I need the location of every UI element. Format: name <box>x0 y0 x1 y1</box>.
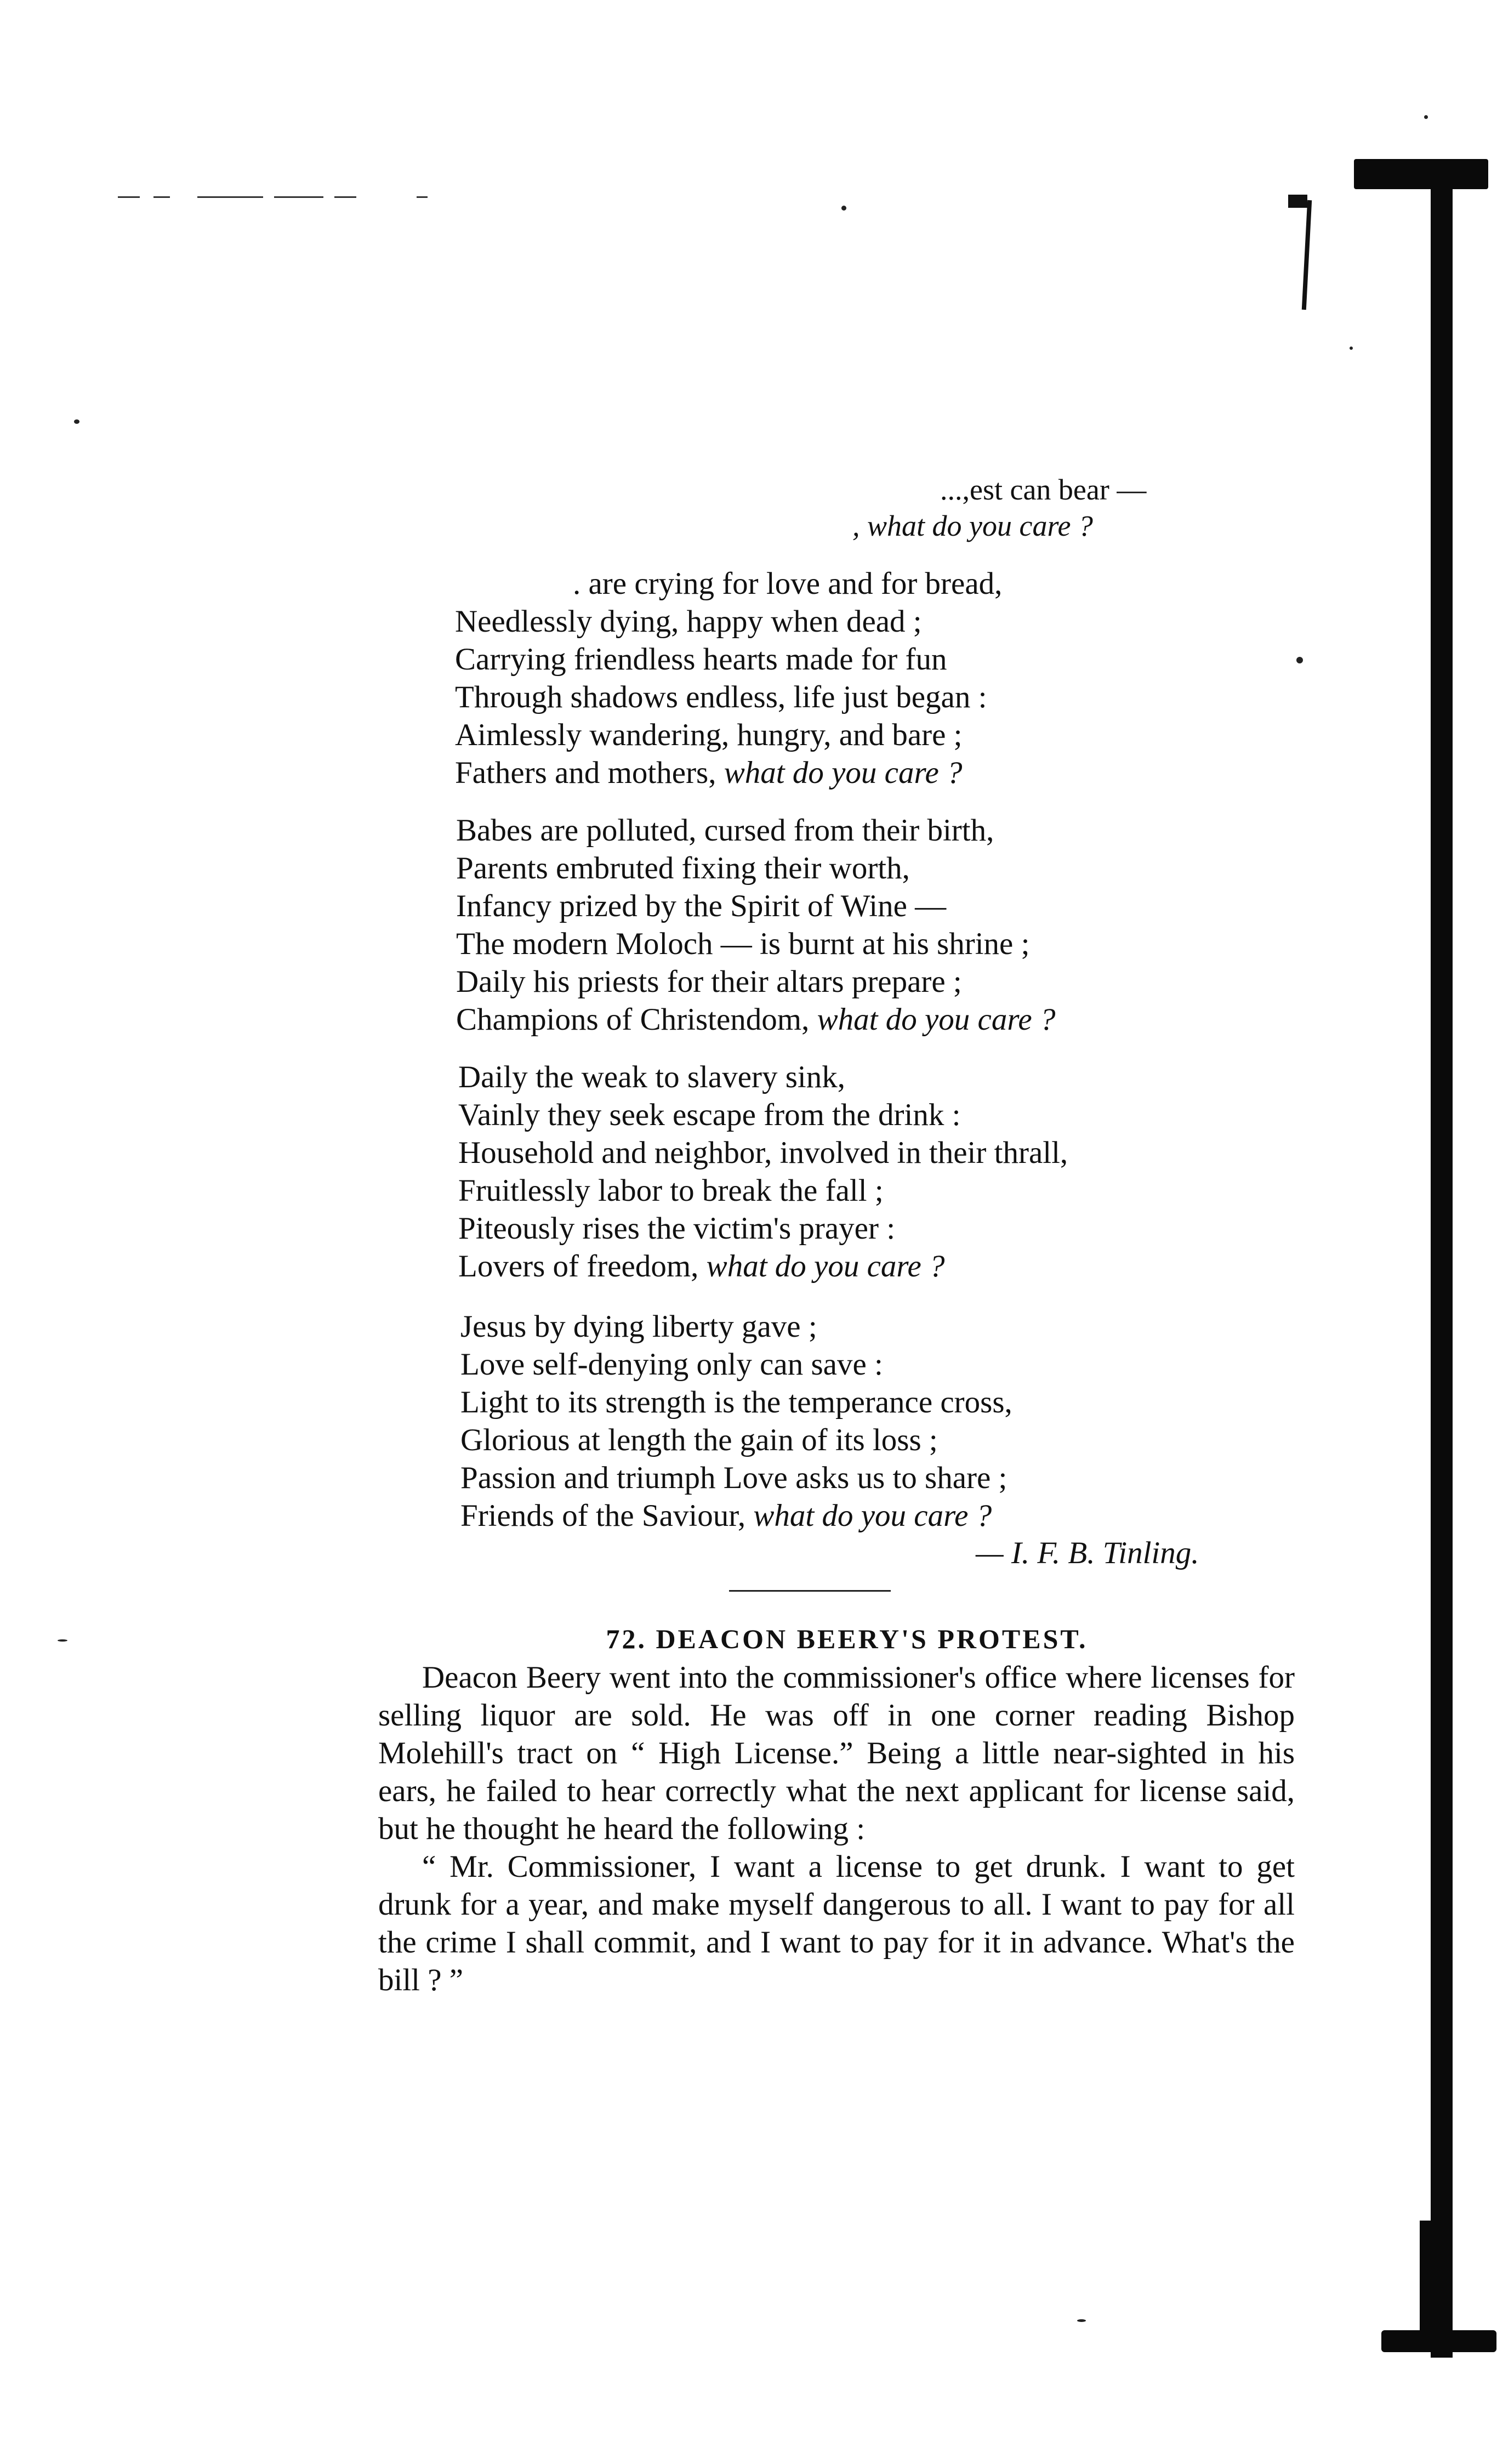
scan-speck <box>1296 657 1303 663</box>
fragment-line: , what do you care ? <box>852 509 1093 542</box>
poem-line: Fruitlessly labor to break the fall ; <box>458 1173 884 1208</box>
poem-line: Lovers of freedom, what do you care ? <box>458 1249 945 1284</box>
poem-line: Daily the weak to slavery sink, <box>458 1060 845 1094</box>
poem-line: Vainly they seek escape from the drink : <box>458 1098 961 1132</box>
fragment-line: ...,est can bear — <box>940 473 1147 506</box>
poem-fragment <box>852 472 1146 544</box>
poem-stanza-1 <box>455 565 1002 792</box>
poem-line: Piteously rises the victim's prayer : <box>458 1211 896 1246</box>
scan-artifact-dash <box>118 196 140 198</box>
poem-line: Infancy prized by the Spirit of Wine — <box>456 889 947 923</box>
margin-bar-foot <box>1420 2221 1450 2341</box>
poem-line: . are crying for love and for bread, <box>573 566 1003 601</box>
section-heading: 72. DEACON BEERY'S PROTEST. <box>606 1623 1088 1654</box>
scan-speck <box>74 419 79 424</box>
poem-stanza-2 <box>456 811 1055 1038</box>
poem-stanza-4 <box>460 1308 1012 1535</box>
scan-artifact-mark <box>1288 195 1307 208</box>
poem-line: Light to its strength is the temperance cross, <box>460 1385 1012 1420</box>
section-divider <box>729 1590 891 1592</box>
poem-line: Jesus by dying liberty gave ; <box>460 1309 817 1344</box>
section-body <box>378 1659 1295 1999</box>
scan-artifact-dash <box>153 196 170 198</box>
poem-line: Through shadows endless, life just began : <box>455 680 987 714</box>
poem-stanza-3 <box>458 1058 1068 1285</box>
scan-artifact-dash <box>417 196 428 198</box>
poem-line: Household and neighbor, involved in their thrall, <box>458 1136 1068 1170</box>
poem-line: Parents embruted fixing their worth, <box>456 851 910 885</box>
poem-line: Carrying friendless hearts made for fun <box>455 642 947 677</box>
scan-artifact-dash <box>334 196 356 198</box>
poem-line: Passion and triumph Love asks us to share ; <box>460 1461 1008 1495</box>
scan-artifact-dash <box>274 196 323 198</box>
scan-speck <box>1077 2319 1086 2322</box>
margin-bar-top <box>1354 159 1488 189</box>
poem-line: Aimlessly wandering, hungry, and bare ; <box>455 718 963 752</box>
scan-speck <box>841 206 846 211</box>
poem-line: Love self-denying only can save : <box>460 1347 883 1382</box>
poem-line: Fathers and mothers, what do you care ? <box>455 756 963 790</box>
poem-line: Needlessly dying, happy when dead ; <box>455 604 922 639</box>
poem-line: Daily his priests for their altars prepare ; <box>456 964 962 999</box>
poem-line: Glorious at length the gain of its loss ; <box>460 1423 938 1457</box>
body-paragraph: “ Mr. Commissioner, I want a license to get drunk. I want to get drunk for a year, and make myself dangerous to all. I want to pay for all the crime I shall commit, and I want to pay for it in advance. What's the bill ? ” <box>378 1849 1295 1997</box>
poem-line: Babes are polluted, cursed from their birth, <box>456 813 994 848</box>
margin-bar-bottom <box>1381 2330 1496 2352</box>
poem-line: Friends of the Saviour, what do you care ? <box>460 1498 992 1533</box>
margin-bar <box>1431 164 1453 2358</box>
scan-artifact-mark <box>1302 200 1312 310</box>
scan-speck <box>1424 115 1428 119</box>
scan-artifact-dash <box>197 196 263 198</box>
poem-line: Champions of Christendom, what do you care ? <box>456 1002 1056 1037</box>
scan-speck <box>1350 347 1353 350</box>
body-paragraph: Deacon Beery went into the commissioner's office where licenses for selling liquor are sold. He was off in one corner reading Bishop Molehill's tract on “ High License.” Being a little near-sighted in his ears, he failed to hear correctly what the next applicant for license said, but he thought he heard the following : <box>378 1660 1295 1846</box>
poem-attribution: — I. F. B. Tinling. <box>976 1536 1199 1570</box>
poem-line: The modern Moloch — is burnt at his shrine ; <box>456 927 1030 961</box>
